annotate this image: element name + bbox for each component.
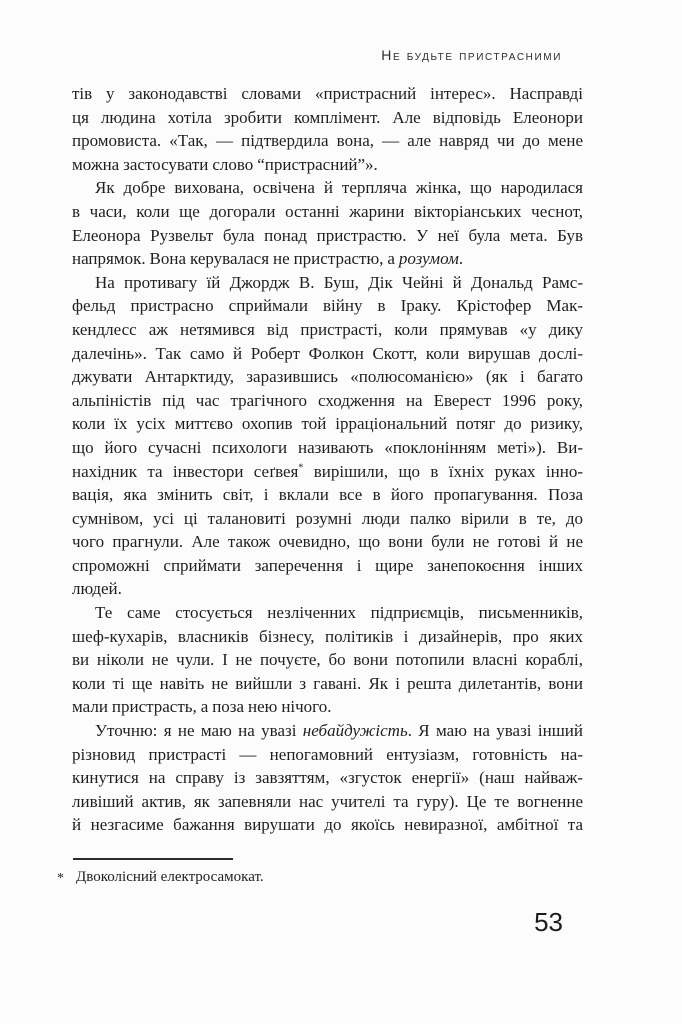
text-segment: . Я маю на увазі інший [407,721,583,741]
paragraph [72,601,583,719]
text-segment: коли ті ще навіть не вийшли з гавані. Як і решта дилетантів, вони [72,673,583,693]
text-line [72,412,583,436]
text-line [72,271,583,295]
text-segment: Елеонора Рузвельт була понад пристрастю. У неї була мета. Був [72,225,583,245]
text-segment: різновид пристрасті — непогамовний ентузіазм, готовність на- [72,744,583,764]
text-line [72,176,583,200]
text-line [72,460,583,484]
text-segment: На противагу їй Джордж В. Буш, Дік Чейні й Дональд Рамс- [95,272,583,292]
text-segment: . [458,249,464,269]
paragraph [72,271,583,601]
paragraph [72,719,583,837]
text-segment: джувати Антарктиду, заразившись «полюсоманією» (як і багато [72,367,583,387]
text-segment: сумнівом, усі ці талановиті розумні люди палко вірили в те, до [72,508,583,528]
text-line [72,342,583,366]
text-line [72,106,583,130]
text-line [72,648,583,672]
text-line [72,766,583,790]
text-segment: напрямок. Вона керувалася не пристрастю, а [72,249,399,269]
text-line [72,719,583,743]
running-header: Не будьте пристрасними [381,47,562,63]
text-segment: що його сучасні психологи називають «поклонінням меті»). Ви- [72,437,583,457]
text-segment: промовиста. «Так, — підтвердила вона, — але навряд чи до мене [72,131,583,151]
text-block [72,82,583,837]
text-segment: ви ніколи не чули. І не почуєте, бо вони потопили власні кораблі, [72,650,583,670]
text-line [72,813,583,837]
text-line [72,601,583,625]
text-line [72,224,583,248]
text-segment: ця людина хотіла зробити комплімент. Але відповідь Елеонори [72,107,583,127]
text-line [72,318,583,342]
footnote-divider [73,858,233,860]
text-line [72,129,583,153]
text-segment: й незгасиме бажання вирушати до якоїсь невиразної, амбітної та [72,815,583,835]
text-line [72,790,583,814]
text-segment: вація, яка змінить світ, і вклали все в його пропагування. Поза [72,485,583,505]
emphasized-text: небайдужість [302,721,408,741]
footnote-reference: * [298,461,304,473]
text-segment: кинутися на справу із завзяттям, «згусток енергії» (наш найваж- [72,768,583,788]
paragraph [72,82,583,176]
text-segment: Те саме стосується незліченних підприємців, письменників, [95,603,583,623]
text-segment: альпіністів під час трагічного сходження на Еверест 1996 року, [72,390,583,410]
text-segment: ливіший актив, як запевняли нас учителі та гуру). Це те вогненне [72,791,583,811]
text-line [72,82,583,106]
text-segment: нахідник та інвестори сеґвея [72,461,299,481]
text-segment: вирішили, що в їхніх руках інно- [303,461,583,481]
text-line [72,436,583,460]
text-line [72,365,583,389]
text-segment: Як добре вихована, освічена й терпляча жінка, що народилася [95,178,583,198]
text-line [72,625,583,649]
text-segment: людей. [72,579,122,599]
text-segment: мали пристрасть, а поза нею нічого. [72,697,332,717]
text-line [72,294,583,318]
text-segment: можна застосувати слово “пристрасний”». [72,154,378,174]
page-number: 53 [534,907,563,937]
text-segment: шеф-кухарів, власників бізнесу, політиків і дизайнерів, про яких [72,626,583,646]
text-segment: в часи, коли ще догорали останні жарини вікторіанських чеснот, [72,201,583,221]
text-line [72,530,583,554]
text-line [72,695,583,719]
text-segment: тів у законодавстві словами «пристрасний інтерес». Насправді [72,84,583,103]
text-line [72,672,583,696]
text-line [72,507,583,531]
text-line [72,743,583,767]
text-segment: чого прагнули. Але також очевидно, що вони були не готові й не [72,532,583,552]
text-line [72,247,583,271]
text-line [72,577,583,601]
text-line [72,389,583,413]
text-segment: коли їх усіх миттєво охопив той ірраціональний потяг до ризику, [72,414,583,434]
text-segment: кендлесс аж нетямився від пристрасті, коли прямував «у дику [72,319,583,339]
text-line [72,554,583,578]
footnote [57,868,264,887]
text-segment: Уточню: я не маю на увазі [95,721,303,741]
text-segment: спроможні сприймати заперечення і щире занепокоєння інших [72,555,583,575]
text-segment: далечінь». Так само й Роберт Фолкон Скотт, коли вирушав дослі- [72,343,583,363]
paragraph [72,176,583,270]
text-segment: фельд пристрасно сприймали війну в Іраку. Крістофер Мак- [72,296,583,316]
footnote-marker: * [57,871,64,886]
text-line [72,483,583,507]
text-line [72,153,583,177]
emphasized-text: розумом [398,249,459,269]
footnote-text: Двоколісний електросамокат. [76,869,264,885]
text-line [72,200,583,224]
